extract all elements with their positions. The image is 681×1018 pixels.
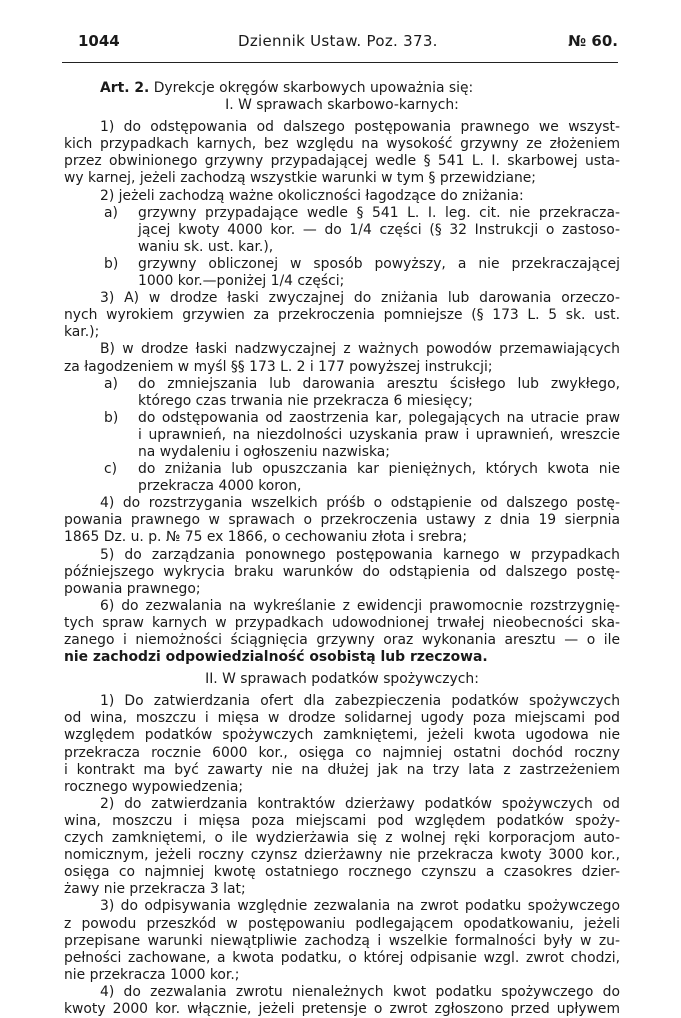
text-line: wy karnej, jeżeli zachodzą wszystkie warunki w tym § przewidziane; (64, 170, 536, 187)
text-line: przepisane warunki niewątpliwie zachodzą i wszelkie formalności były w zu- (64, 932, 620, 949)
text-line: nomicznym, jeżeli roczny czynsz dzierżawny nie przekracza kwoty 3000 kor., (64, 847, 620, 864)
text-line: osięga co najmniej kwotę ostatniego rocznego czynszu a czasokres dzier- (64, 864, 620, 881)
text-line: za łagodzeniem w myśl §§ 173 L. 2 i 177 powyższej instrukcji; (64, 358, 493, 375)
article-intro (64, 80, 620, 97)
text-line: pełności zachowane, a kwota podatku, o której odpisanie wzgl. zwrot chodzi, (64, 949, 620, 966)
text-line: kwoty 2000 kor. włącznie, jeżeli pretensje o zwrot zgłoszono przed upływem (64, 1000, 620, 1017)
text-line: 3) do odpisywania względnie zezwalania na zwrot podatku spożywczego (100, 898, 620, 915)
text-line: 2) do zatwierdzania kontraktów dzierżawy podatków spożywczych od (100, 795, 620, 812)
page-number: 1044 (78, 32, 120, 50)
section1-p2a (64, 205, 620, 256)
item-label: b) (104, 409, 119, 426)
issue-number: № 60. (568, 32, 618, 50)
section1-p6 (64, 598, 620, 666)
article-intro-text: Dyrekcje okręgów skarbowych upoważnia się: (153, 80, 474, 96)
section1-p1 (64, 119, 620, 187)
text-line: i kontrakt ma być zawarty nie na dłużej jak na trzy lata z zastrzeżeniem (64, 761, 620, 778)
text-line: żawy nie przekracza 3 lat; (64, 881, 246, 898)
section2-p3 (64, 898, 620, 983)
text-line: kich przypadkach karnych, bez względu na wysokość grzywny ze złożeniem (64, 136, 620, 153)
text-line: przekracza rocznie 6000 kor., osięga co najmniej ostatni dochód roczny (64, 744, 620, 761)
text-line: od wina, moszczu i mięsa w drodze solidarnej ugody poza miejscami pod (64, 710, 620, 727)
item-label: a) (104, 375, 118, 392)
text-line: kar.); (64, 324, 100, 341)
item-label: c) (104, 461, 118, 478)
text-line: nie przekracza 1000 kor.; (64, 966, 240, 983)
text-line: powania prawnego; (64, 580, 201, 597)
journal-title: Dziennik Ustaw. Poz. 373. (238, 32, 438, 50)
section1-p2: 2) jeżeli zachodzą ważne okoliczności łagodzące do zniżania: (100, 187, 524, 204)
text-line: czych zamkniętemi, o ile wydzierżawia się z wolnej ręki korporacjom auto- (64, 830, 620, 847)
text-line: przekracza 4000 koron, (138, 478, 302, 495)
article-label: Art. 2. (100, 80, 150, 96)
text-line: do zmniejszania lub darowania aresztu ścisłego lub zwykłego, (138, 375, 620, 392)
section1-p4 (64, 495, 620, 546)
text-line: 1) Do zatwierdzania ofert dla zabezpieczenia podatków spożywczych (100, 693, 620, 710)
document-body (64, 80, 620, 1018)
text-line: 1) do odstępowania od dalszego postępowania prawnego we wszyst- (100, 119, 620, 136)
section1-p5 (64, 547, 620, 598)
text-line: nych wyrokiem grzywien za przekroczenia pomniejsze (§ 173 L. 5 sk. ust. (64, 307, 620, 324)
section1-p3 (64, 290, 620, 341)
text-line: późniejszego wykrycia braku warunków do odstąpienia od dalszego postę- (64, 563, 620, 580)
text-line: przez obwinionego grzywny przypadającej wedle § 541 L. I. skarbowej usta- (64, 153, 620, 170)
item-label: a) (104, 204, 118, 221)
text-line: tych spraw karnych w przypadkach udowodnionej trwałej nieobecności ska- (64, 614, 620, 631)
text-line: 4) do rozstrzygania wszelkich próśb o odstąpienie od dalszego postę- (100, 495, 620, 512)
text-line: 1865 Dz. u. p. № 75 ex 1866, o cechowaniu złota i srebra; (64, 529, 468, 546)
text-line: do odstępowania od zaostrzenia kar, polegających na utracie praw (138, 409, 620, 426)
header-rule (62, 62, 618, 63)
section1-pB (64, 341, 620, 375)
text-line: grzywny obliczonej w sposób powyższy, a nie przekraczającej (138, 255, 620, 272)
section-heading-2: II. W sprawach podatków spożywczych: (205, 671, 479, 688)
section2-p4 (64, 984, 620, 1018)
text-line: B) w drodze łaski nadzwyczajnej z ważnych powodów przemawiających (100, 341, 620, 358)
text-line: 6) do zezwalania na wykreślanie z ewidencji prawomocnie rozstrzygnię- (100, 597, 620, 614)
text-line: nie zachodzi odpowiedzialność osobistą lub rzeczowa. (64, 649, 488, 666)
section1-pBa (64, 376, 620, 410)
text-line: z powodu przeszkód w postępowaniu podlegającem opodatkowaniu, jeżeli (64, 915, 620, 932)
text-line: 3) A) w drodze łaski zwyczajnej do zniżania lub darowania orzeczo- (100, 290, 620, 307)
text-line: wina, moszczu i mięsa poza miejscami pod względem podatków spoży- (64, 812, 620, 829)
text-line: zanego i niemożności ściągnięcia grzywny oraz wykonania aresztu — o ile (64, 632, 620, 648)
text-line: jącej kwoty 4000 kor. — do 1/4 części (§ 32 Instrukcji o zastoso- (138, 221, 620, 238)
section2-p2 (64, 796, 620, 899)
text-line: 5) do zarządzania ponownego postępowania karnego w przypadkach (100, 546, 620, 563)
section1-pBc (64, 461, 620, 495)
text-line: względem podatków spożywczych zamkniętemi, jeżeli kwota ugodowa nie (64, 727, 620, 744)
text-line: na wydaleniu i ogłoszeniu nazwiska; (138, 443, 390, 460)
text-line: waniu sk. ust. kar.), (138, 238, 274, 255)
page-header (68, 28, 618, 50)
section2-p1 (64, 693, 620, 796)
text-line: powania prawnego w sprawach o przekroczenia ustawy z dnia 19 sierpnia (64, 512, 620, 529)
section1-p2b (64, 256, 620, 290)
section1-pBb (64, 410, 620, 461)
text-line: rocznego wypowiedzenia; (64, 778, 244, 795)
text-line: 4) do zezwalania zwrotu nienależnych kwot podatku spożywczego do (100, 983, 620, 1000)
item-label: b) (104, 255, 119, 272)
text-line: 1000 kor.—poniżej 1/4 części; (138, 273, 345, 290)
text-line: grzywny przypadające wedle § 541 L. I. leg. cit. nie przekracza- (138, 204, 620, 221)
text-line: do zniżania lub opuszczania kar pieniężnych, których kwota nie (138, 461, 620, 478)
section-heading-1: I. W sprawach skarbowo-karnych: (225, 97, 459, 114)
text-line: którego czas trwania nie przekracza 6 miesięcy; (138, 392, 473, 409)
text-line: i uprawnień, na niezdolności uzyskania praw i uprawnień, wreszcie (138, 426, 620, 443)
